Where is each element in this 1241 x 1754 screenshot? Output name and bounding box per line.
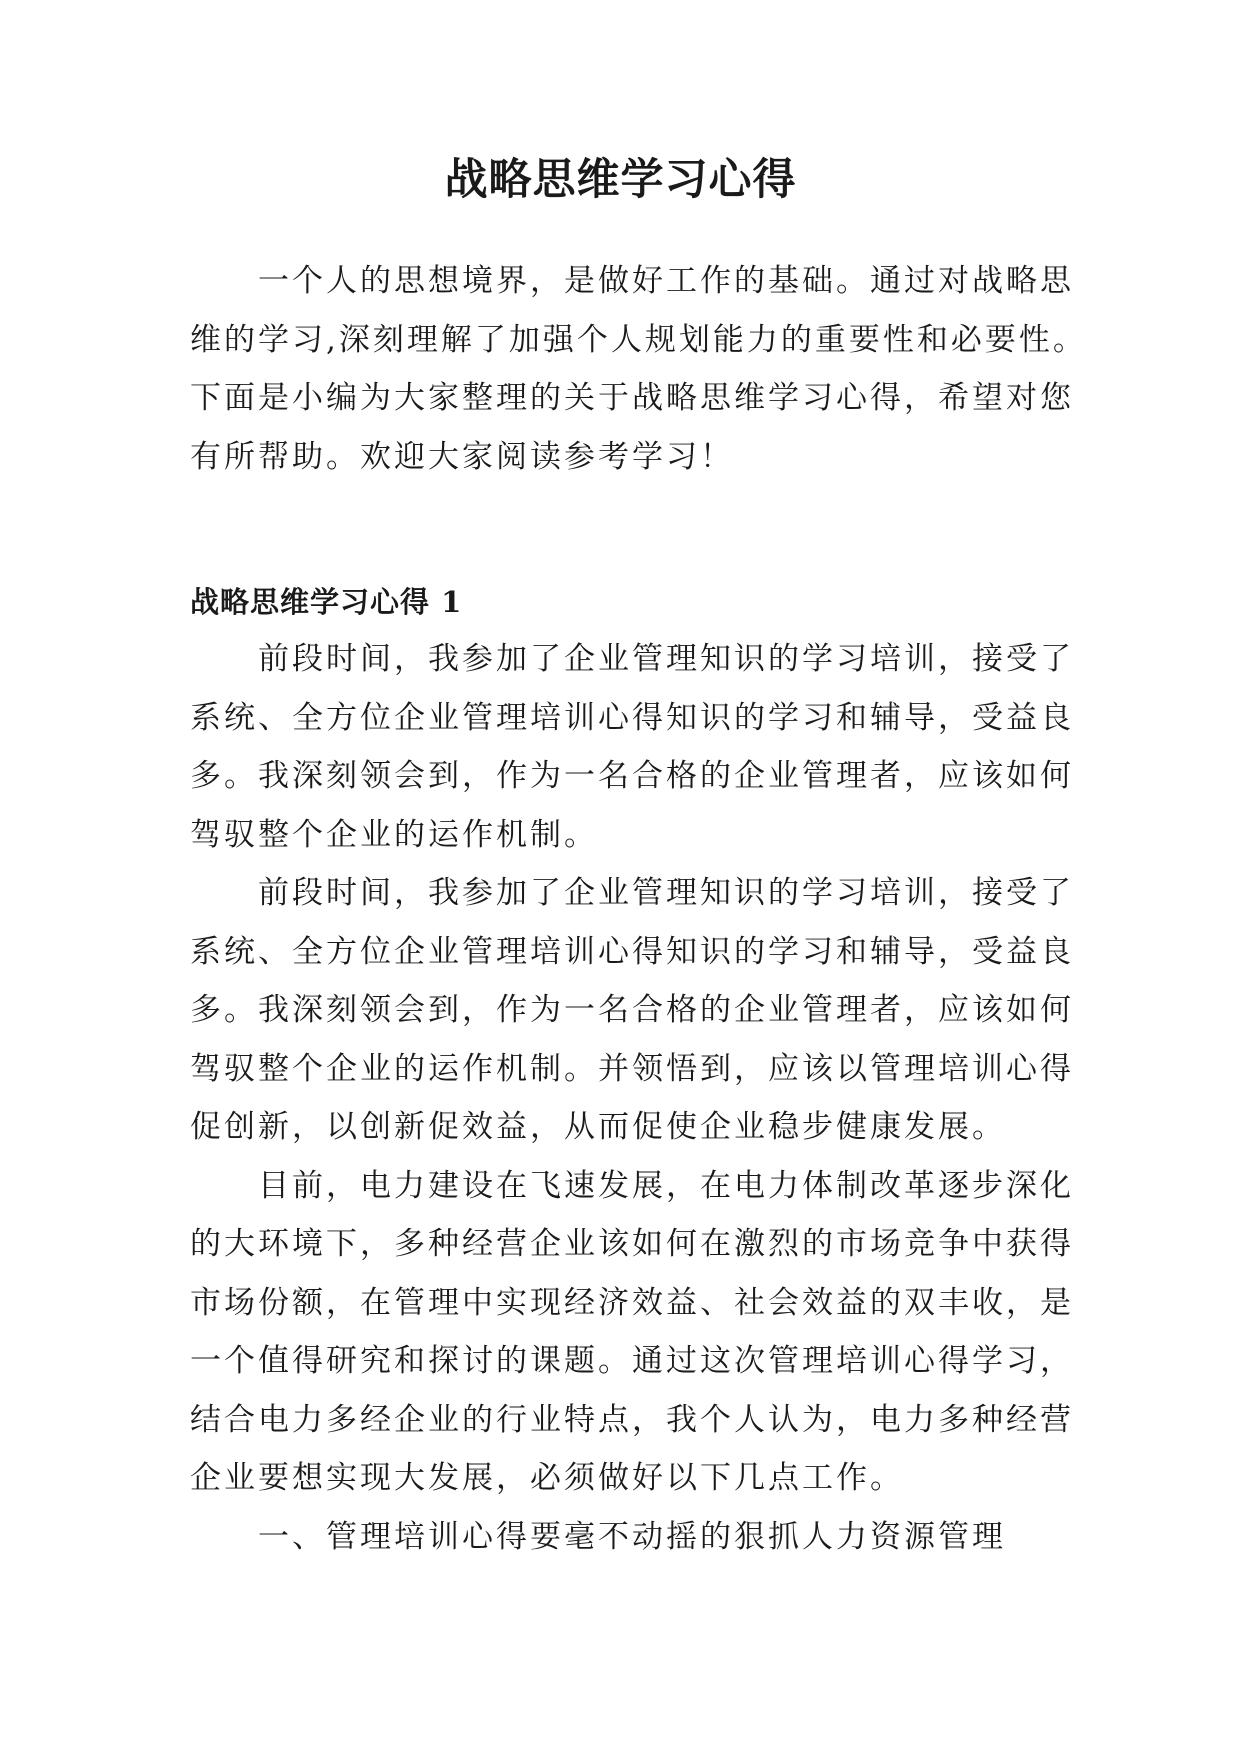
- text-line: 系统、全方位企业管理培训心得知识的学习和辅导，受益良: [190, 699, 1074, 736]
- text-line: 市场份额，在管理中实现经济效益、社会效益的双丰收，是: [190, 1284, 1074, 1321]
- text-line: 有所帮助。欢迎大家阅读参考学习！: [190, 438, 734, 475]
- text-line: 一个值得研究和探讨的课题。通过这次管理培训心得学习，: [190, 1343, 1074, 1379]
- text-line: 促创新，以创新促效益，从而促使企业稳步健康发展。: [190, 1109, 1006, 1145]
- text-line: 一个人的思想境界，是做好工作的基础。通过对战略思: [258, 263, 1074, 299]
- text-line: 驾驭整个企业的运作机制。: [190, 816, 598, 853]
- text-line: 维的学习,深刻理解了加强个人规划能力的重要性和必要性。: [190, 321, 1087, 358]
- intro-paragraph: [190, 252, 1087, 486]
- text-line: 结合电力多经企业的行业特点，我个人认为，电力多种经营: [190, 1401, 1074, 1438]
- document-title: 战略思维学习心得: [444, 155, 797, 205]
- text-line: 系统、全方位企业管理培训心得知识的学习和辅导，受益良: [190, 933, 1074, 970]
- text-line: 目前，电力建设在飞速发展，在电力体制改革逐步深化: [258, 1167, 1074, 1204]
- section-heading: 战略思维学习心得 1: [190, 585, 463, 619]
- body-paragraphs: [190, 630, 1074, 1566]
- text-line: 的大环境下，多种经营企业该如何在激烈的市场竞争中获得: [190, 1226, 1074, 1262]
- text-line: 前段时间，我参加了企业管理知识的学习培训，接受了: [258, 875, 1074, 911]
- text-line: 多。我深刻领会到，作为一名合格的企业管理者，应该如何: [190, 992, 1074, 1028]
- text-line: 一、管理培训心得要毫不动摇的狠抓人力资源管理: [258, 1518, 1006, 1555]
- text-line: 驾驭整个企业的运作机制。并领悟到，应该以管理培训心得: [190, 1050, 1074, 1087]
- text-line: 多。我深刻领会到，作为一名合格的企业管理者，应该如何: [190, 758, 1074, 794]
- text-line: 下面是小编为大家整理的关于战略思维学习心得，希望对您: [190, 380, 1074, 416]
- text-line: 前段时间，我参加了企业管理知识的学习培训，接受了: [258, 641, 1074, 677]
- text-line: 企业要想实现大发展，必须做好以下几点工作。: [190, 1460, 904, 1496]
